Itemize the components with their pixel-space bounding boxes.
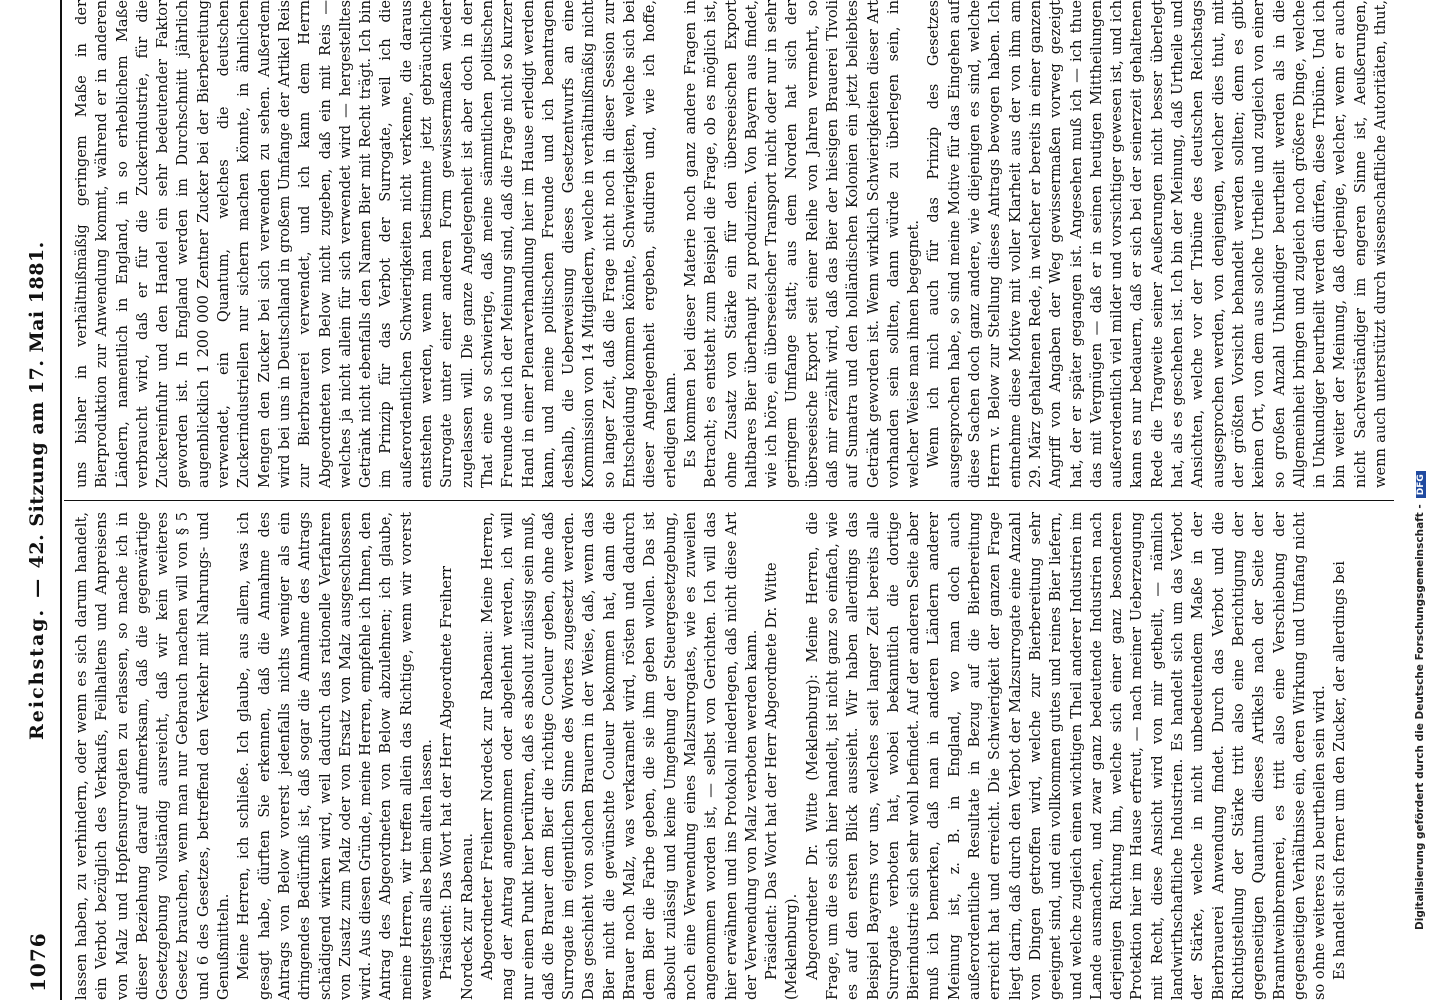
paragraph: Es handelt sich ferner um den Zucker, der allerdings bei xyxy=(1331,561,1349,980)
page-header xyxy=(20,0,56,1000)
column-divider xyxy=(64,500,1394,501)
header-dash: — xyxy=(26,578,48,598)
credit-label: Digitalisierung gefördert durch die Deutsche Forschungsgemeinschaft - xyxy=(1414,504,1426,930)
paragraph: lassen haben, zu verhindern, oder wenn es sich darum handelt, ein Verbot bezüglich des Verkaufs, Feilhaltens und Anpreisens von Malz und Hopfensurrogaten zu erlassen, so mache ich in dieser Beziehung darauf aufmerksam, daß die gegenwärtige Gesetzgebung vollständig ausreicht, daß wir kein weiteres Gesetz brauchen, wenn man nur Gebrauch machen will von § 5 und 6 des Gesetzes, betreffend den Verkehr mit Nahrungs- und Genußmitteln. xyxy=(73,512,233,1000)
dfg-logo: DFG xyxy=(1416,471,1426,498)
speech-paragraph: Abgeordneter Freiherr Nordeck zur Rabenau: Meine Herren, mag der Antrag angenommen oder abgelehnt werden, ich will nur einen Punkt hier berühren, daß es absolut zulässig sein muß, daß die Brauer dem Bier die richtige Couleur geben, ohne daß Surrogate im eigentlichen Sinne des Wortes zugesetzt werden. Das geschieht von solchen Brauern in der Weise, daß, wenn das Bier nicht die gewünschte Couleur bekommen hat, dann die Brauer noch Malz, was verkaramelt wird, rösten und dadurch dem Bier die Farbe geben, die sie ihm geben wollen. Das ist absolut zulässig und keine Umgehung der Steuergesetzgebung, noch eine Verwendung eines Malzsurrogates, wie es zuweilen angenommen worden ist, — selbst von Gerichten. Ich will das hier erwähnen und ins Protokoll niederlegen, daß nicht diese Art der Verwendung von Malz verboten werden kann. xyxy=(478,512,760,1000)
speaker-announcement: Präsident: Das Wort hat der Herr Abgeordnete Freiherr Nordeck zur Rabenau. xyxy=(438,566,476,1000)
right-column xyxy=(72,0,1392,488)
session-title: 42. Sitzung am 17. Mai 1881. xyxy=(26,241,48,569)
left-column xyxy=(72,512,1392,1000)
paragraph: uns bisher in verhältnißmäßig geringem Maße in der Bierproduktion zur Anwendung kommt, während er in anderen Ländern, namentlich in England, in so erheblichem Maße verbraucht wird, daß er für die Zuckerindustrie, für die Zuckereinfuhr und den Handel ein sehr bedeutender Faktor geworden ist. In England werden im Durchschnitt jährlich augenblicklich 1 200 000 Zentner Zucker bei der Bierbereitung verwendet, ein Quantum, welches die deutschen Zuckerindustriellen nur sichern machen könnte, in ähnlichen Mengen den Zucker bei sich verwenden zu sehen. Außerdem wird bei uns in Deutschland in großem Umfange der Artikel Reis zur Bierbrauerei verwendet, und ich kann dem Herrn Abgeordneten von Below nicht zugeben, daß ein mit Reis — welches ja nicht allein für sich verwendet wird — hergestelltes Getränk nicht ebenfalls den Namen Bier mit Recht trägt. Ich bin im Prinzip für das Verbot der Surrogate, weil ich die außerordentlichen Schwierigkeiten nicht verkenne, die daraus entstehen werden, wenn man bestimmte jetzt gebräuchliche Surrogate unter einer anderen Form gewissermaßen wieder zugelassen will. Die ganze Angelegenheit ist aber doch in der That eine so schwierige, daß meine sämmtlichen politischen Freunde und ich der Meinung sind, daß die Frage nicht so kurzer Hand in einer Plenarverhandlung hier im Hause erledigt werden kann, und meine politischen Freunde und ich beantragen deshalb, die Ueberweisung dieses Gesetzentwurfs an eine Kommission von 14 Mitgliedern, welche in verhältnißmäßig nicht so langer Zeit, daß die Frage nicht noch in dieser Session zur Entscheidung kommen könnte, Schwierigkeiten, welche sich bei dieser Angelegenheit ergeben, studiren und, wie ich hoffe, erledigen kann. xyxy=(73,0,679,488)
paragraph: Es kommen bei dieser Materie noch ganz andere Fragen in Betracht; es entsteht zum Beispiel die Frage, ob es möglich ist, ohne Zusatz von Stärke ein für den überseeischen Export haltbares Bier überhaupt zu produziren. Von Bayern aus findet, wie ich höre, ein überseeischer Transport nicht oder nur in sehr geringem Umfange statt; aus dem Norden hat sich der überseeische Export seit einer Reihe von Jahren vermehrt, so daß mir erzählt wird, daß das Bier der hiesigen Brauerei Tivoli auf Sumatra und den holländischen Kolonien ein jetzt beliebtes Getränk geworden ist. Wenn wirklich Schwierigkeiten dieser Art vorhanden sein sollten, dann würde zu überlegen sein, in welcher Weise man ihnen begegnet. xyxy=(681,0,923,488)
running-head xyxy=(26,241,48,740)
paragraph: Meine Herren, ich schließe. Ich glaube, aus allem, was ich gesagt habe, dürften Sie erkennen, daß die Annahme des Antrags von Below vorerst jedenfalls nichts weniger als ein dringendes Bedürfniß ist, daß sogar die Annahme des Antrags schädigend wirken wird, weil dadurch das rationelle Verfahren von Zusatz zum Malz oder von Ersatz von Malz ausgeschlossen wird. Aus diesen Gründe, meine Herren, empfehle ich Ihnen, den Antrag des Abgeordneten von Below abzulehnen; ich glaube, meine Herren, wir treffen allein das Richtige, wenn wir vorerst wenigstens alles beim alten lassen. xyxy=(235,512,436,1000)
credit-text xyxy=(1414,471,1426,930)
speech-paragraph: Abgeordneter Dr. Witte (Meklenburg): Meine Herren, die Frage, um die es sich hier handelt, ist nicht ganz so einfach, wie es auf den ersten Blick aussieht. Wir haben allerdings das Beispiel Bayerns vor uns, welches seit langer Zeit bereits alle Surrogate verboten hat, wobei bekanntlich die dortige Bierindustrie sich sehr wohl befindet. Auf der anderen Seite aber muß ich bemerken, daß man in anderen Ländern anderer Meinung ist, z. B. in England, wo man doch auch außerordentliche Resultate in Bezug auf die Bierbereitung erreicht hat und erreicht. Die Schwierigkeit der ganzen Frage liegt darin, daß durch den Verbot der Malzsurrogate eine Anzahl von Dingen getroffen wird, welche zur Bierbereitung sehr geeignet sind, und ein vollkommen gutes und reines Bier liefern, und welche zugleich einen wichtigen Theil anderer Industrien im Lande ausmachen, und zwar ganz bedeutende Industrien nach derjenigen Richtung hin, welche sich einer ganz besonderen Protektion hier im Hause erfreut, — nach meiner Ueberzeugung mit Recht, diese Ansicht wird von mir getheilt, — nämlich landwirthschaftliche Industrien. Es handelt sich um das Verbot der Stärke, welche in nicht unbedeutendem Maße in der Bierbrauerei Anwendung findet. Durch das Verbot und die Richtigstellung der Stärke tritt also eine Berichtigung der gegenseitigen Quantum dieses Artikels nach der Seite der Branntweinbrennerei, es tritt also eine Verschiebung der gegenseitigen Verhältnisse ein, deren Wirkung und Umfang nicht so ohne weiteres zu beurtheilen sein wird. xyxy=(803,512,1329,1000)
rotated-page xyxy=(20,0,1400,1000)
digitization-credit xyxy=(1410,30,1432,990)
speaker-announcement: Präsident: Das Wort hat der Herr Abgeordnete Dr. Witte (Meklenburg). xyxy=(763,562,801,1000)
publication-title: Reichstag. xyxy=(26,607,48,740)
paragraph: Wenn ich mich auch für das Prinzip des Gesetzes ausgesprochen habe, so sind meine Motive für das Eingehen auf diese Sachen doch ganz andere, wie diejenigen es sind, welche Herrn v. Below zur Stellung dieses Antrags bewogen haben. Ich entnehme diese Motive mit voller Klarheit aus der von ihm am 29. März gehaltenen Rede, in welcher er bereits in einer ganzen Angriff von Angaben der Weg gewissermaßen vorweg gezeigt hat, der er später gegangen ist. Angesehen muß ich — ich thue das mit Vergnügen — daß er in seinen heutigen Mittheilungen außerordentlich viel milder und vorsichtiger gewesen ist, und ich kann es nur bedauern, daß er sich bei der seinerzeit gehaltenen Rede die Tragweite seiner Aeußerungen nicht besser überlegt hat, als es geschehen ist. Ich bin der Meinung, daß Urtheile und Ansichten, welche vor der Tribüne des deutschen Reichstags ausgesprochen werden, von denjenigen, welcher dies thut, mit der größten Vorsicht behandelt werden sollten; denn es gibt keinen Ort, von dem aus solche Urtheile und zugleich von einer so großen Anzahl Unkundiger beurtheilt werden als in die Allgemeinheit bringen und zugleich noch größere Dinge, welche in Unkundiger beurtheilt werden dürfen, diese Tribüne. Und ich bin weiter der Meinung, daß derjenige, welcher, wenn er auch nicht Sachverständiger im engeren Sinne ist, Aeußerungen, wenn auch unterstützt durch wissenschaftliche Autoritäten, thut, xyxy=(925,0,1389,488)
page-number: 1076 xyxy=(26,932,50,992)
header-rule xyxy=(60,0,62,1000)
